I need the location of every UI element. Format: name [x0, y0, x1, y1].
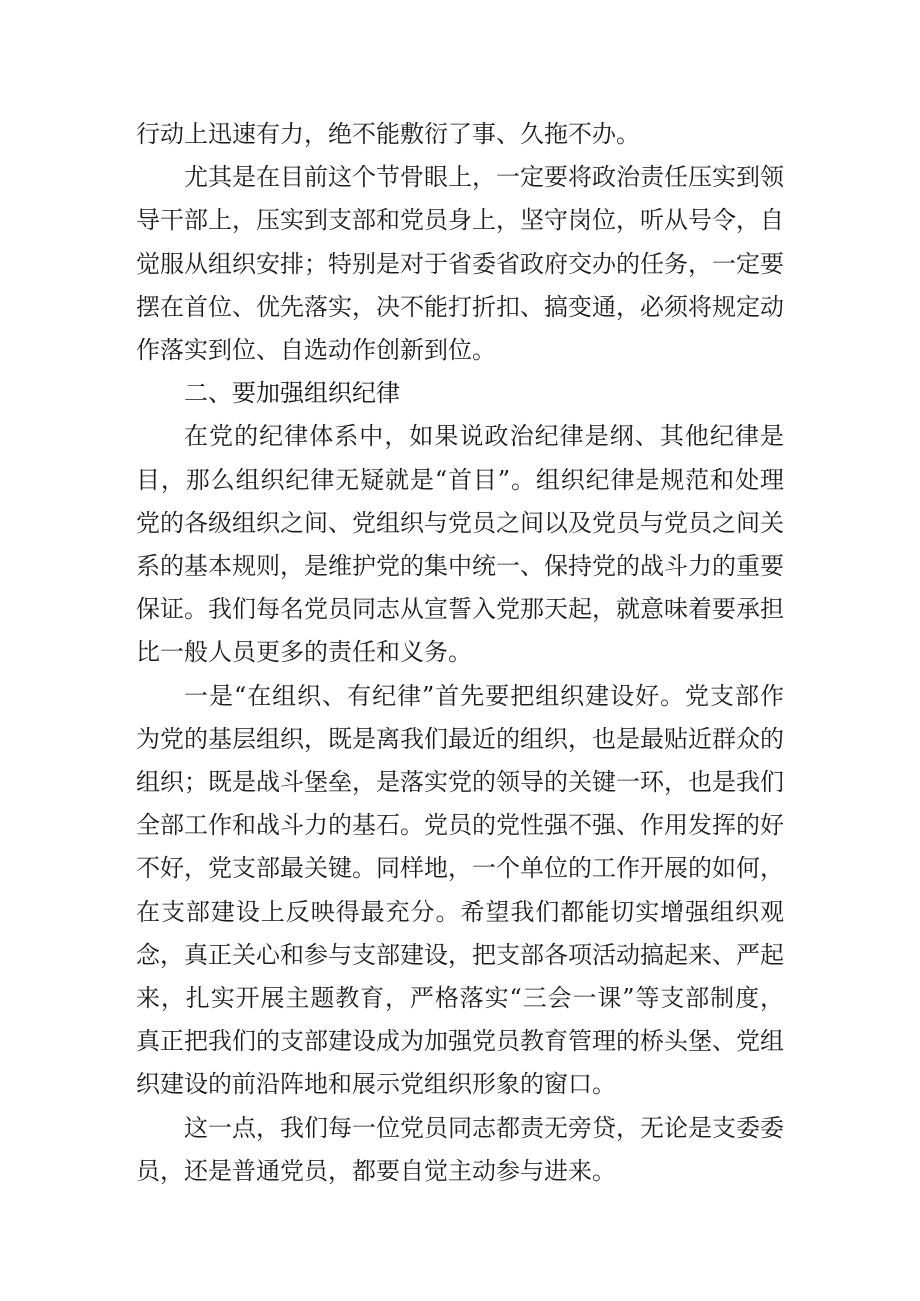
section-heading-organizational-discipline: 二、要加强组织纪律 — [184, 379, 400, 408]
paragraph-branch-building: 一是“在组织、有纪律”首先要把组织建设好。党支部作为党的基层组织，既是离我们最近的组织，也是最贴近群众的组织；既是战斗堡垒，是落实党的领导的关键一环，也是我们全部工作和战斗力的基石。党员的党性强不强、作用发挥的好不好，党支部最关键。同样地，一个单位的工作开展的如何，在支部建设上反映得最充分。希望我们都能切实增强组织观念，真正关心和参与支部建设，把支部各项活动搞起来、严起来，扎实开展主题教育，严格落实“三会一课”等支部制度，真正把我们的支部建设成为加强党员教育管理的桥头堡、党组织建设的前沿阵地和展示党组织形象的窗口。 — [136, 681, 784, 1099]
paragraph-political-responsibility: 尤其是在目前这个节骨眼上，一定要将政治责任压实到领导干部上，压实到支部和党员身上，坚守岗位，听从号令，自觉服从组织安排；特别是对于省委省政府交办的任务，一定要摆在首位、优先落实，决不能打折扣、搞变通，必须将规定动作落实到位、自选动作创新到位。 — [136, 163, 784, 365]
document-body — [136, 113, 784, 1193]
paragraph-participation: 这一点，我们每一位党员同志都责无旁贷，无论是支委委员，还是普通党员，都要自觉主动参与进来。 — [136, 1113, 784, 1185]
paragraph-continuation: 行动上迅速有力，绝不能敷衍了事、久拖不办。 — [136, 120, 640, 148]
paragraph-discipline-system: 在党的纪律体系中，如果说政治纪律是纲、其他纪律是目，那么组织纪律无疑就是“首目”。组织纪律是规范和处理党的各级组织之间、党组织与党员之间以及党员与党员之间关系的基本规则，是维护党的集中统一、保持党的战斗力的重要保证。我们每名党员同志从宣誓入党那天起，就意味着要承担比一般人员更多的责任和义务。 — [136, 422, 784, 667]
